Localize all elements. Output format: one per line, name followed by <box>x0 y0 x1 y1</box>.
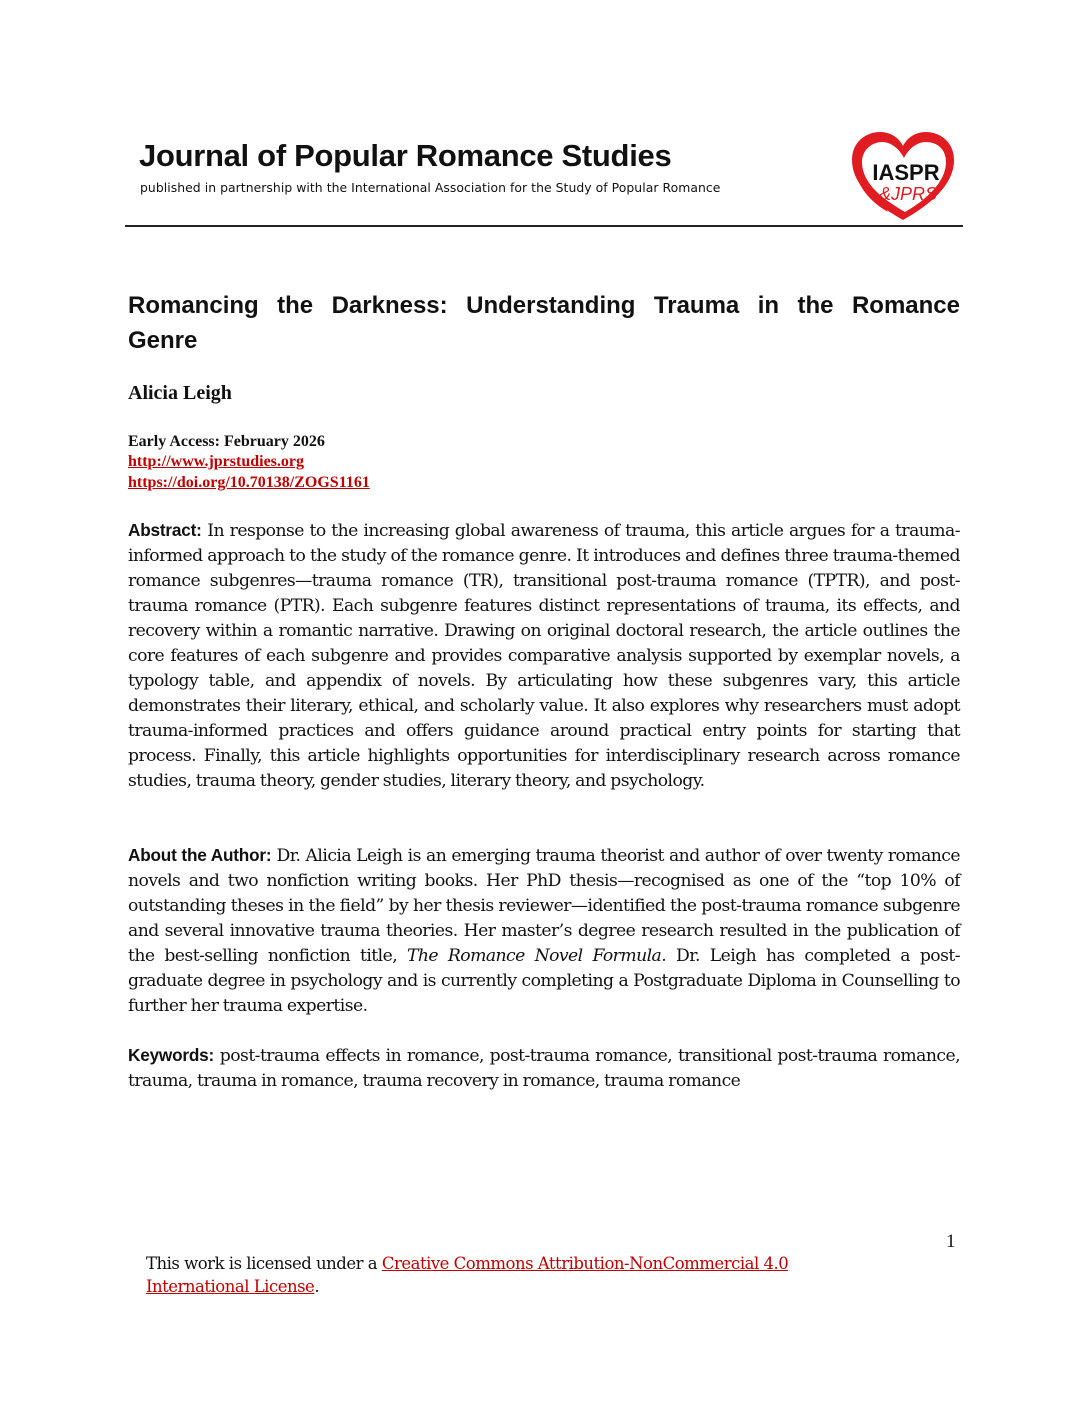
doi-link[interactable]: https://doi.org/10.70138/ZOGS1161 <box>128 474 370 491</box>
license-link[interactable]: Creative Commons Attribution-NonCommercial 4.0 International License <box>146 1254 789 1296</box>
book-title: The Romance Novel Formula <box>406 946 662 966</box>
author-name: Alicia Leigh <box>128 382 232 404</box>
logo-line1: IASPR <box>872 160 940 185</box>
license-prefix: This work is licensed under a <box>146 1254 382 1273</box>
early-access-date: Early Access: February 2026 <box>128 433 325 450</box>
about-author-text: Dr. Alicia Leigh is an emerging trauma theorist and author of over twenty romance novels and two nonfiction writing books. Her PhD thesis—recognised as one of the “top 10% of outstanding theses in the field” by her thesis reviewer—identified the post-trauma romance subgenre and several innovative trauma theories. Her master’s degree research resulted in the publication of the best-selling nonfiction title, <box>128 846 960 966</box>
iaspr-logo <box>848 128 958 224</box>
license-notice <box>146 1252 866 1298</box>
journal-website-link[interactable]: http://www.jprstudies.org <box>128 453 305 470</box>
abstract-text: In response to the increasing global awareness of trauma, this article argues for a trauma-informed approach to the study of the romance genre. It introduces and defines three trauma-themed romance subgenres—trauma romance (TR), transitional post-trauma romance (TPTR), and post-trauma romance (PTR). Each subgenre features distinct representations of trauma, its effects, and recovery within a romantic narrative. Drawing on original doctoral research, the article outlines the core features of each subgenre and provides comparative analysis supported by exemplar novels, a typology table, and appendix of novels. By articulating how these subgenres vary, this article demonstrates their literary, ethical, and scholarly value. It also explores why researchers must adopt trauma-informed practices and offers guidance around practical entry points for starting that process. Finally, this article highlights opportunities for interdisciplinary research across romance studies, trauma theory, gender studies, literary theory, and psychology. <box>128 521 960 791</box>
journal-subtitle: published in partnership with the International Association for the Study of Popular Romance <box>140 180 721 195</box>
abstract-label: Abstract: <box>128 520 202 540</box>
page-number: 1 <box>946 1231 956 1252</box>
about-author-paragraph <box>128 843 960 1019</box>
about-author-text-end: . Dr. Leigh has completed a post-graduate degree in psychology and is currently completing a Postgraduate Diploma in Counselling to further her trauma expertise. <box>128 946 960 1016</box>
heart-logo-icon <box>848 128 958 224</box>
article-title: Romancing the Darkness: Understanding Trauma in the Romance Genre <box>128 292 960 354</box>
about-author-label: About the Author: <box>128 845 272 865</box>
journal-title: Journal of Popular Romance Studies <box>139 138 672 173</box>
keywords-text: post-trauma effects in romance, post-trauma romance, transitional post-trauma romance, trauma, trauma in romance, trauma recovery in romance, trauma romance <box>128 1046 960 1091</box>
header-divider <box>125 225 963 227</box>
license-suffix: . <box>314 1277 320 1296</box>
logo-line2: &JPRS <box>878 184 938 204</box>
abstract-paragraph <box>128 518 960 794</box>
keywords-paragraph <box>128 1043 960 1094</box>
keywords-label: Keywords: <box>128 1045 215 1065</box>
